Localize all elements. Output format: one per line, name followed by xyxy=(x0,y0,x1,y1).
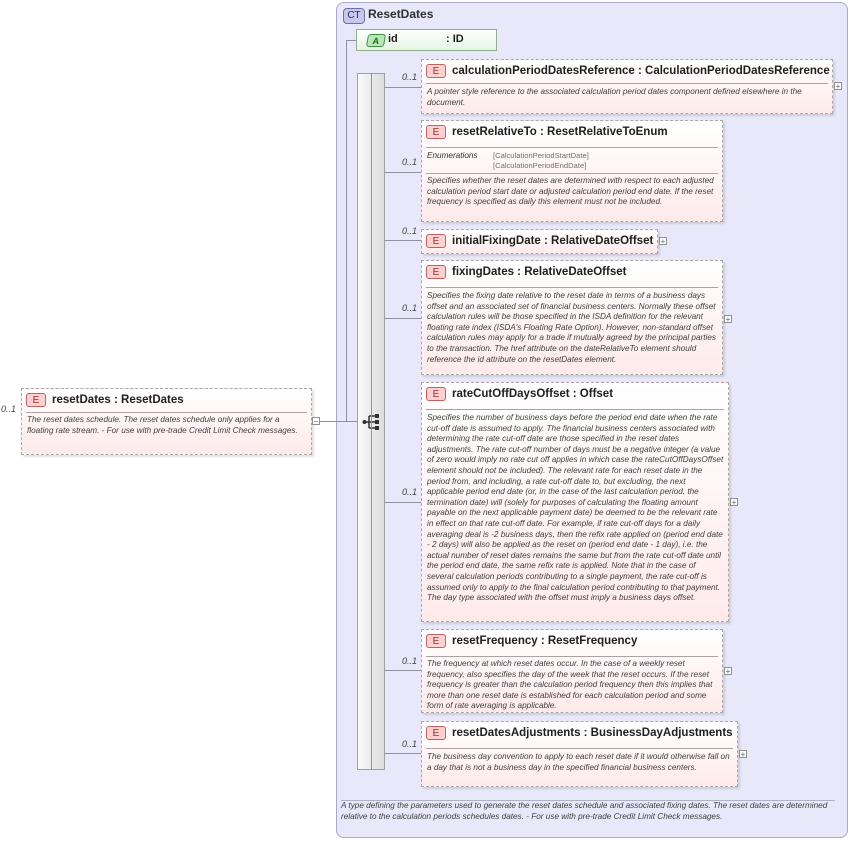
element-badge: E xyxy=(426,234,446,248)
sequence-bus-line xyxy=(371,73,372,770)
root-element-description: The reset dates schedule. The reset dates schedule only applies for a floating rate stream. - For use with pre-trade Credit Limit Check messages. xyxy=(27,415,298,435)
occurrence-label: 0..1 xyxy=(402,303,418,313)
element-description: Specifies whether the reset dates are determined with respect to each adjusted calculation period start date or adjusted calculation period end date. If the reset frequency is specified as daily this element must not be included. xyxy=(427,176,714,207)
attribute-type: : ID xyxy=(446,33,464,45)
element-badge: E xyxy=(426,387,446,401)
element-description: The frequency at which reset dates occur. In the case of a weekly reset frequency, also specifies the day of the week that the reset occurs. If the reset frequency is greater than the calculation period frequency then this implies that more than one reset date is established for each calculation period and some form of rate averaging is applicable. xyxy=(427,659,713,711)
element-description: Specifies the number of business days before the period end date when the rate cut-off date is assumed to apply. The financial business centers associated with determining the rate cut-off date are those specified in the reset dates adjustments. The rate cut-off number of days must be a negative integer (a value of zero would imply no rate cut off applies in which case the rateCutOffDaysOffset element should not be included). The relevant rate for each reset date in the period from, and including, a rate cut-off date to, but excluding, the next applicable period end date (or, in the case of the last calculation period, the termination date) will (solely for purposes of calculating the floating amount payable on the next applicable payment date) be deemed to be the relevant rate in effect on that rate cut-off date. For example, if rate cut-off days for a daily averaging deal is -2 business days, then the refix rate applied on (period end date - 2 days) will also be applied as the reset on (period end date - 1 day), i.e. the actual number of reset dates remains the same but from the rate cut-off date until the period end date, the same refix rate is applied. Note that in the case of several calculation periods contributing to a single payment, the rate cut-off is assumed only to apply to the final calculation period contributing to that payment. The day type associated with the offset must imply a business days offset. xyxy=(427,413,724,603)
expand-toggle[interactable]: + xyxy=(835,82,841,91)
element-description: Specifies the fixing date relative to the reset date in terms of a business days offset and an associated set of financial business centers. Normally these offset calculation rules will be those specified in the ISDA definition for the relevant floating rate index (ISDA's Floating Rate Option). However, non-standard offset calculation rules may apply for a trade if mutually agreed by the principal parties to the transaction. The href attribute on the dateRelativeTo element should reference the id attribute on the resetDates element. xyxy=(427,291,716,364)
connector xyxy=(385,318,421,319)
occurrence-label: 0..1 xyxy=(402,226,418,236)
divider xyxy=(26,412,307,413)
divider xyxy=(426,287,718,288)
divider xyxy=(426,748,733,749)
enum-value: [CalculationPeriodStartDate] xyxy=(493,151,589,160)
divider xyxy=(426,409,724,410)
element-badge: E xyxy=(426,726,446,740)
connector xyxy=(385,172,421,173)
attribute-vertical-connector xyxy=(346,40,347,422)
element-label: resetFrequency : ResetFrequency xyxy=(452,635,638,647)
element-label: initialFixingDate : RelativeDateOffset xyxy=(452,235,654,247)
element-badge: E xyxy=(26,393,46,407)
element-label: resetDatesAdjustments : BusinessDayAdjustments xyxy=(452,727,733,739)
element-rate-cut-off-days-offset[interactable] xyxy=(421,382,729,622)
element-badge: E xyxy=(426,634,446,648)
connector xyxy=(385,753,421,754)
occurrence-label: 0..1 xyxy=(402,157,418,167)
attribute-id[interactable] xyxy=(356,29,497,51)
attribute-name: id xyxy=(388,33,398,45)
element-description: A pointer style reference to the associated calculation period dates component defined elsewhere in the document. xyxy=(427,87,802,107)
complex-type-description: A type defining the parameters used to generate the reset dates schedule and associated fixing dates. The reset dates are determined relative to the calculation periods schedules dates. - For use with pre-trade Credit Limit Check messages. xyxy=(341,800,835,822)
expand-toggle[interactable]: + xyxy=(660,237,666,246)
element-label: rateCutOffDaysOffset : Offset xyxy=(452,388,614,400)
element-fixing-dates[interactable] xyxy=(421,260,723,375)
element-description: The business day convention to apply to each reset date if it would otherwise fall on a day that is not a business day in the specified financial business centers. xyxy=(427,752,730,772)
root-connector xyxy=(320,421,357,422)
sequence-icon xyxy=(362,414,382,430)
attribute-badge: A xyxy=(366,34,386,47)
complex-type-badge: CT xyxy=(343,8,365,24)
expand-toggle[interactable]: + xyxy=(725,315,731,324)
occurrence-label: 0..1 xyxy=(402,656,418,666)
complex-type-title: ResetDates xyxy=(368,7,434,21)
divider xyxy=(426,147,718,148)
element-calculation-period-dates-reference[interactable] xyxy=(421,59,833,114)
element-badge: E xyxy=(426,125,446,139)
root-element-resetdates[interactable] xyxy=(21,388,312,455)
connector xyxy=(385,87,421,88)
connector xyxy=(385,240,421,241)
connector xyxy=(385,502,421,503)
root-occurrence: 0..1 xyxy=(1,404,17,414)
element-label: resetRelativeTo : ResetRelativeToEnum xyxy=(452,126,668,138)
expand-toggle[interactable]: + xyxy=(731,498,737,507)
element-badge: E xyxy=(426,265,446,279)
expand-toggle[interactable]: + xyxy=(725,667,731,676)
element-reset-frequency[interactable] xyxy=(421,629,723,713)
collapse-toggle[interactable]: − xyxy=(313,417,319,426)
element-badge: E xyxy=(426,64,446,78)
element-reset-relative-to[interactable] xyxy=(421,120,723,222)
occurrence-label: 0..1 xyxy=(402,487,418,497)
element-label: calculationPeriodDatesReference : CalculationPeriodDatesReference xyxy=(452,65,830,77)
connector xyxy=(385,670,421,671)
attribute-connector xyxy=(346,40,356,41)
enum-value: [CalculationPeriodEndDate] xyxy=(493,161,587,170)
divider xyxy=(426,83,828,84)
enumerations-label: Enumerations xyxy=(427,151,478,160)
root-element-label: resetDates : ResetDates xyxy=(52,394,184,406)
expand-toggle[interactable]: + xyxy=(740,750,746,759)
occurrence-label: 0..1 xyxy=(402,72,418,82)
element-initial-fixing-date[interactable] xyxy=(421,229,658,254)
element-label: fixingDates : RelativeDateOffset xyxy=(452,266,627,278)
divider xyxy=(426,173,718,174)
occurrence-label: 0..1 xyxy=(402,739,418,749)
element-reset-dates-adjustments[interactable] xyxy=(421,721,738,787)
divider xyxy=(426,656,718,657)
